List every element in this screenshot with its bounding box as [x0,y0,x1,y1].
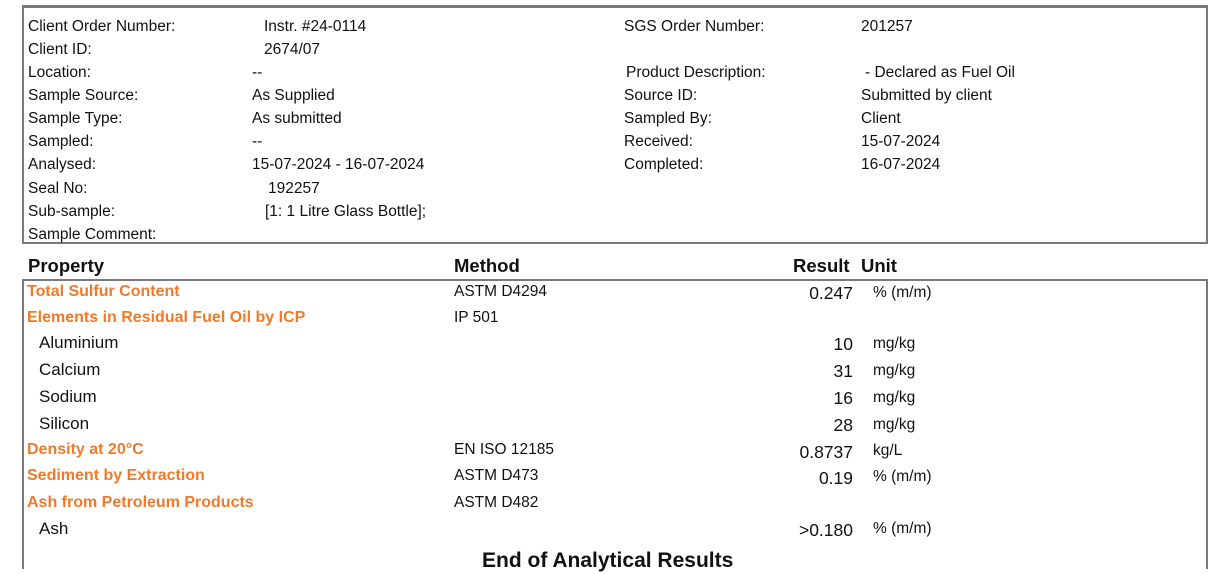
info-label-product-description: Product Description: [626,64,766,81]
info-value-source-id: Submitted by client [861,87,992,104]
result-property: Ash from Petroleum Products [27,494,254,511]
result-method: ASTM D482 [454,494,539,511]
result-method: ASTM D4294 [454,283,548,300]
info-label-source-id: Source ID: [624,87,698,104]
result-property: Elements in Residual Fuel Oil by ICP [27,309,306,326]
info-label-sample-type: Sample Type: [28,110,123,127]
result-value: 28 [833,415,853,435]
info-value-received: 15-07-2024 [861,133,941,150]
info-label-completed: Completed: [624,156,704,173]
info-label-sample-source: Sample Source: [28,87,139,104]
result-unit: mg/kg [873,389,916,406]
end-of-results-text: End of Analytical Results [482,549,734,572]
info-value-completed: 16-07-2024 [861,156,941,173]
info-label-analysed: Analysed: [28,156,97,173]
info-label-client-id: Client ID: [28,41,92,58]
column-header-unit: Unit [861,255,897,276]
info-label-seal-no: Seal No: [28,180,88,197]
result-unit: mg/kg [873,362,916,379]
info-label-sampled-by: Sampled By: [624,110,712,127]
result-method: ASTM D473 [454,467,539,484]
info-value-sample-source: As Supplied [252,87,335,104]
result-value: 0.247 [809,283,853,303]
result-unit: mg/kg [873,416,916,433]
info-value-product-description: - Declared as Fuel Oil [865,64,1015,81]
info-label-sgs-order-number: SGS Order Number: [624,18,765,35]
result-property: Calcium [39,360,101,379]
info-value-sampled: -- [252,133,263,150]
result-value: 10 [833,334,853,354]
column-header-result: Result [793,255,850,276]
info-value-sub-sample: [1: 1 Litre Glass Bottle]; [265,203,427,220]
info-value-analysed: 15-07-2024 - 16-07-2024 [252,156,425,173]
info-value-sampled-by: Client [861,110,901,127]
result-unit: % (m/m) [873,468,932,485]
result-value: >0.180 [798,520,853,540]
info-value-client-id: 2674/07 [264,41,321,58]
info-label-received: Received: [624,133,693,150]
info-label-client-order-number: Client Order Number: [28,18,176,35]
info-value-client-order-number: Instr. #24-0114 [264,18,367,35]
result-property: Sodium [39,387,97,406]
result-unit: kg/L [873,442,903,459]
result-property: Density at 20°C [27,441,144,458]
column-header-method: Method [454,255,520,276]
result-property: Silicon [39,414,90,433]
result-method: IP 501 [454,309,499,326]
result-value: 31 [833,361,853,381]
info-label-location: Location: [28,64,91,81]
result-property: Aluminium [39,333,119,352]
info-label-sample-comment: Sample Comment: [28,226,157,243]
result-unit: mg/kg [873,335,916,352]
info-value-sgs-order-number: 201257 [861,18,913,35]
column-header-property: Property [28,255,105,276]
result-property: Sediment by Extraction [27,467,205,484]
info-value-sample-type: As submitted [252,110,342,127]
result-value: 0.19 [818,468,853,488]
info-label-sampled: Sampled: [28,133,94,150]
sample-info-box [22,5,1208,244]
result-value: 0.8737 [799,442,853,462]
result-value: 16 [833,388,853,408]
result-unit: % (m/m) [873,284,932,301]
result-method: EN ISO 12185 [454,441,554,458]
result-property: Ash [39,519,69,538]
info-label-sub-sample: Sub-sample: [28,203,116,220]
result-unit: % (m/m) [873,520,932,537]
info-value-location: -- [252,64,263,81]
info-value-seal-no: 192257 [268,180,320,197]
result-property: Total Sulfur Content [27,283,180,300]
